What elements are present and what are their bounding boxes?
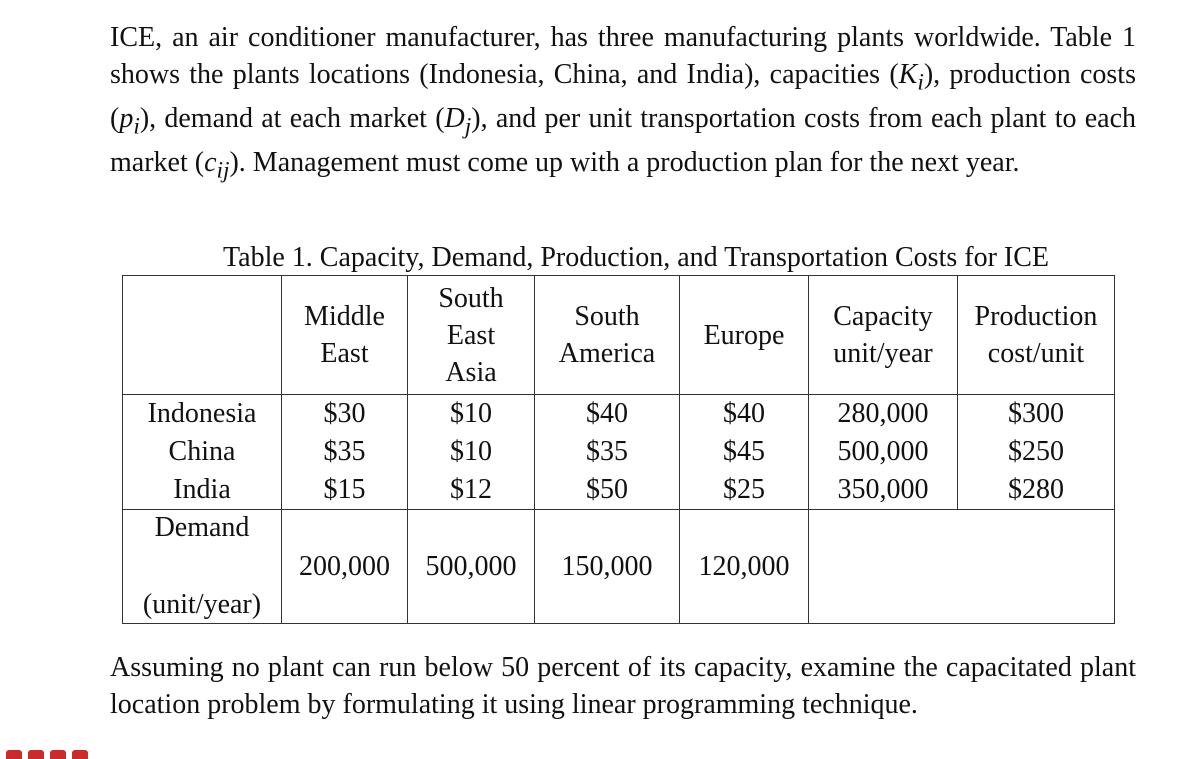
demand-label: Demand bbox=[154, 512, 250, 543]
intro-text-5: ). Management must come up with a production plan for the next year. bbox=[229, 146, 1020, 178]
header-middle-east: Middle East bbox=[282, 276, 408, 395]
logo-piece bbox=[50, 750, 66, 759]
demand-europe: 120,000 bbox=[680, 510, 809, 624]
cost-middle-east: $30 bbox=[282, 395, 408, 434]
demand-row bbox=[123, 510, 1115, 624]
intro-text-3: ), demand at each market ( bbox=[139, 102, 445, 134]
cost-europe: $45 bbox=[680, 433, 809, 471]
transport-cost-subscript: ij bbox=[216, 157, 230, 184]
cost-south-east-asia: $10 bbox=[408, 395, 535, 434]
production-cost-value: $250 bbox=[958, 433, 1115, 471]
demand-subscript: j bbox=[464, 113, 472, 140]
cost-south-east-asia: $10 bbox=[408, 433, 535, 471]
cost-south-america: $40 bbox=[535, 395, 680, 434]
intro-text-1: ICE, an air conditioner manufacturer, has three manufacturing plants worldwide. Table 1 shows the plants locations (Indonesia, China, and India), capacities ( bbox=[110, 22, 1136, 90]
demand-symbol: D bbox=[444, 102, 465, 134]
production-cost-subscript: i bbox=[133, 113, 140, 140]
logo-piece bbox=[28, 750, 44, 759]
cost-south-america: $50 bbox=[535, 471, 680, 510]
intro-text-2: ), production costs ( bbox=[110, 58, 1136, 134]
table-row bbox=[123, 395, 1115, 434]
header-cell-empty bbox=[123, 276, 282, 395]
production-cost-symbol: p bbox=[119, 102, 134, 134]
table-header-row bbox=[123, 276, 1115, 395]
header-capacity: Capacity unit/year bbox=[809, 276, 958, 395]
demand-empty-cell bbox=[809, 510, 1115, 624]
production-cost-value: $280 bbox=[958, 471, 1115, 510]
logo-piece bbox=[72, 750, 88, 759]
demand-south-east-asia: 500,000 bbox=[408, 510, 535, 624]
table-row bbox=[123, 433, 1115, 471]
capacity-value: 500,000 bbox=[809, 433, 958, 471]
cost-europe: $40 bbox=[680, 395, 809, 434]
cost-europe: $25 bbox=[680, 471, 809, 510]
closing-paragraph: Assuming no plant can run below 50 percent of its capacity, examine the capacitated plant location problem by formulating it using linear programming technique. bbox=[110, 652, 1136, 720]
cost-south-america: $35 bbox=[535, 433, 680, 471]
cost-middle-east: $15 bbox=[282, 471, 408, 510]
capacity-value: 350,000 bbox=[809, 471, 958, 510]
demand-label-cell bbox=[123, 510, 282, 624]
header-production-cost: Production cost/unit bbox=[958, 276, 1115, 395]
plant-name: India bbox=[123, 471, 282, 510]
demand-unit-label: (unit/year) bbox=[142, 589, 262, 620]
cost-table bbox=[122, 275, 1115, 624]
cost-middle-east: $35 bbox=[282, 433, 408, 471]
capacity-subscript: i bbox=[917, 69, 924, 96]
logo-fragment bbox=[0, 750, 100, 759]
plant-name: China bbox=[123, 433, 282, 471]
table-caption: Table 1. Capacity, Demand, Production, and Transportation Costs for ICE bbox=[223, 242, 1049, 273]
table-row bbox=[123, 471, 1115, 510]
transport-cost-symbol: c bbox=[204, 146, 217, 178]
header-south-america: South America bbox=[535, 276, 680, 395]
intro-paragraph bbox=[110, 20, 1136, 189]
demand-middle-east: 200,000 bbox=[282, 510, 408, 624]
production-cost-value: $300 bbox=[958, 395, 1115, 434]
header-europe: Europe bbox=[680, 276, 809, 395]
intro-text-4: ), and per unit transportation costs from each plant to each market ( bbox=[110, 102, 1136, 178]
logo-piece bbox=[6, 750, 22, 759]
capacity-value: 280,000 bbox=[809, 395, 958, 434]
capacity-symbol: K bbox=[898, 58, 918, 90]
demand-south-america: 150,000 bbox=[535, 510, 680, 624]
header-south-east-asia: South East Asia bbox=[408, 276, 535, 395]
plant-name: Indonesia bbox=[123, 395, 282, 434]
cost-south-east-asia: $12 bbox=[408, 471, 535, 510]
